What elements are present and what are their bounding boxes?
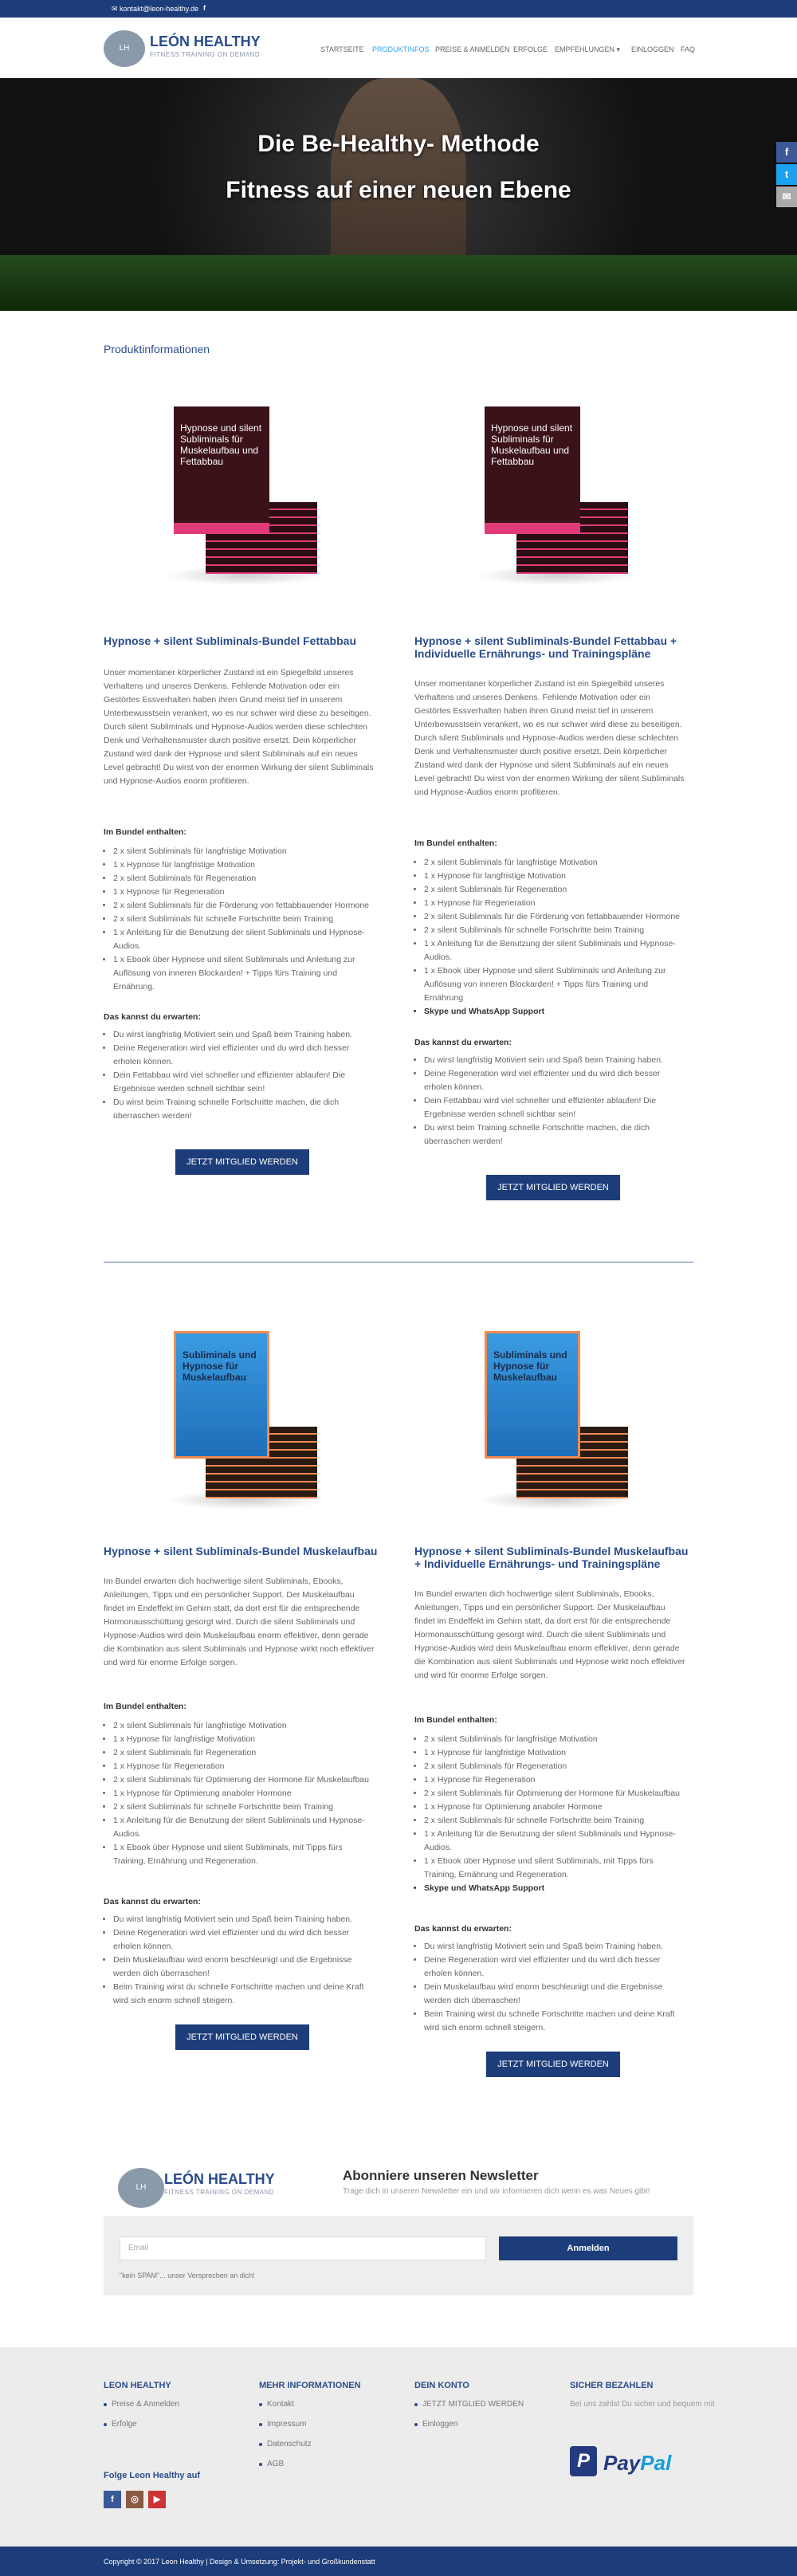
list-item: • 2 x silent Subliminals für langfristige Motivation bbox=[424, 1733, 687, 1746]
footer-col-account bbox=[414, 2381, 566, 2438]
list-item: • 2 x silent Subliminals für die Förderung von fettabbauender Hormone bbox=[424, 910, 687, 924]
bundle-heading: Im Bundel enthalten: bbox=[104, 1702, 186, 1711]
top-bar bbox=[0, 0, 797, 18]
hero-grass bbox=[0, 255, 797, 311]
site-logo[interactable] bbox=[104, 29, 263, 69]
product-book-cover bbox=[174, 406, 269, 534]
newsletter-subtitle: Trage dich in unseren Newsletter ein und wir informieren dich wenn es was Neues gibt! bbox=[343, 2187, 650, 2196]
footer-link[interactable]: Impressum bbox=[259, 2418, 410, 2431]
list-item: • 1 x Hypnose für langfristige Motivation bbox=[113, 1733, 376, 1746]
contact-email-text: kontakt@leon-healthy.de bbox=[120, 5, 199, 13]
list-item: • 2 x silent Subliminals für schnelle Fortschritte beim Training bbox=[113, 1800, 376, 1814]
product-image bbox=[104, 1299, 387, 1538]
list-item: • Beim Training wirst du schnelle Fortschritte machen und deine Kraft wird sich enorm schnell steigern. bbox=[113, 1981, 376, 2008]
footer-link[interactable]: JETZT MITGLIED WERDEN bbox=[414, 2398, 566, 2411]
facebook-icon[interactable]: f bbox=[104, 2491, 121, 2508]
list-item: • 2 x silent Subliminals für die Förderung von fettabbauender Hormone bbox=[113, 899, 376, 913]
join-button[interactable]: JETZT MITGLIED WERDEN bbox=[486, 1175, 620, 1200]
footer-link[interactable]: Preise & Anmelden bbox=[104, 2398, 255, 2411]
youtube-icon[interactable]: ▶ bbox=[148, 2491, 166, 2508]
bundle-list bbox=[113, 1719, 376, 1868]
email-input[interactable]: Email bbox=[120, 2236, 486, 2260]
footer-col-title: DEIN KONTO bbox=[414, 2381, 469, 2390]
list-item: • Skype und WhatsApp Support bbox=[424, 1005, 687, 1019]
product-book-title: Subliminals und Hypnose für Muskelaufbau bbox=[183, 1349, 257, 1383]
product-image bbox=[414, 1299, 697, 1538]
list-item: • Deine Regeneration wird viel effizienter und du wird dich besser erholen können. bbox=[424, 1954, 687, 1981]
paypal-wordmark bbox=[603, 2451, 671, 2476]
paypal-logo bbox=[570, 2446, 681, 2478]
list-item: • Beim Training wirst du schnelle Fortschritte machen und deine Kraft wird sich enorm schnell steigern. bbox=[424, 2008, 687, 2035]
paypal-pal: Pal bbox=[640, 2451, 672, 2475]
product-book-title: Subliminals und Hypnose für Muskelaufbau bbox=[493, 1349, 567, 1383]
nav-preise-anmelden[interactable]: PREISE & ANMELDEN bbox=[435, 45, 510, 53]
list-item: • 2 x silent Subliminals für schnelle Fortschritte beim Training bbox=[424, 924, 687, 937]
list-item: • 2 x silent Subliminals für langfristige Motivation bbox=[113, 1719, 376, 1733]
share-twitter-icon[interactable]: t bbox=[776, 164, 797, 185]
list-item: • 1 x Anleitung für die Benutzung der silent Subliminals und Hypnose-Audios. bbox=[113, 1814, 376, 1841]
brand-name: LEÓN HEALTHY bbox=[164, 2171, 275, 2187]
product-book-cover bbox=[485, 1331, 580, 1459]
bottom-bar bbox=[0, 2547, 797, 2576]
list-item: • 2 x silent Subliminals für Regeneration bbox=[424, 883, 687, 897]
expect-heading: Das kannst du erwarten: bbox=[104, 1012, 201, 1022]
list-item: • 1 x Anleitung für die Benutzung der silent Subliminals und Hypnose-Audios. bbox=[424, 937, 687, 964]
nav-einloggen[interactable]: EINLOGGEN bbox=[631, 45, 674, 53]
list-item: • 1 x Hypnose für Regeneration bbox=[113, 886, 376, 899]
list-item: • 1 x Hypnose für Regeneration bbox=[424, 1773, 687, 1787]
footer-link[interactable]: Kontakt bbox=[259, 2398, 410, 2411]
list-item: • Du wirst langfristig Motiviert sein und Spaß beim Training haben. bbox=[113, 1028, 376, 1042]
list-item: • Dein Fettabbau wird viel schneller und effizienter ablaufen! Die Ergebnisse werden schnell sichtbar sein! bbox=[113, 1069, 376, 1096]
product-description: Unser momentaner körperlicher Zustand ist ein Spiegelbild unseres Verhaltens und unseres Denkens. Fehlende Motivation oder ein Gestörtes Essverhalten haben ihren Grund meist tief in unserem Unterbewusstsein verankert, wo es nur schwer wird diese zu beseitigen. Durch silent Subliminals und Hypnose-Audios werden diese schlechten Denk und Verhaltensmuster durch positive ersetzt. Dein körperlicher Zustand wird dank der Hypnose und silent Subliminals auf ein neues Level gebracht! Du wirst von der enormen Wirkung der silent Subliminals und Hypnose-Audios enorm profitieren. bbox=[414, 679, 685, 797]
footer-col-title: LEON HEALTHY bbox=[104, 2381, 171, 2390]
brand-tagline: FITNESS TRAINING ON DEMAND bbox=[150, 51, 261, 58]
list-item: • Dein Fettabbau wird viel schneller und effizienter ablaufen! Die Ergebnisse werden schnell sichtbar sein! bbox=[424, 1094, 687, 1121]
nav-startseite[interactable]: STARTSEITE bbox=[320, 45, 364, 53]
expect-list bbox=[113, 1028, 376, 1123]
share-email-icon[interactable]: ✉ bbox=[776, 187, 797, 207]
expect-list bbox=[113, 1913, 376, 2008]
expect-heading: Das kannst du erwarten: bbox=[414, 1038, 512, 1047]
newsletter-section bbox=[104, 2152, 693, 2295]
product-description: Im Bundel erwarten dich hochwertige silent Subliminals, Ebooks, Anleitungen, Tipps und ein persönlicher Support. Der Muskelaufbau findet im Endeffekt im Gehirn statt, da dort erst für die entsprechende Hormonausschüttung gesorgt wird. Durch die silent Subliminals und Hypnose-Audios wird dein Muskelaufbau enorm effektiver, denn gerade die Kombination aus silent Subliminals und Hypnose wirkt noch effektiver und wird für enorme Erfolge sorgen. bbox=[414, 1589, 685, 1680]
list-item: • Dein Muskelaufbau wird enorm beschleunigt und die Ergebnisse werden dich überraschen! bbox=[424, 1981, 687, 2008]
list-item: • Du wirst langfristig Motiviert sein und Spaß beim Training haben. bbox=[424, 1054, 687, 1067]
list-item: • 1 x Anleitung für die Benutzung der silent Subliminals und Hypnose-Audios. bbox=[424, 1828, 687, 1855]
list-item: • 1 x Hypnose für langfristige Motivation bbox=[424, 1746, 687, 1760]
join-button[interactable]: JETZT MITGLIED WERDEN bbox=[175, 2024, 309, 2050]
join-button[interactable]: JETZT MITGLIED WERDEN bbox=[175, 1149, 309, 1175]
list-item: • 2 x silent Subliminals für Optimierung der Hormone für Muskelaufbau bbox=[424, 1787, 687, 1800]
list-item: • Deine Regeneration wird viel effizienter und du wird dich besser erholen können. bbox=[424, 1067, 687, 1094]
list-item: • 2 x silent Subliminals für schnelle Fortschritte beim Training bbox=[113, 913, 376, 926]
bundle-list bbox=[424, 856, 687, 1019]
list-item: • 1 x Hypnose für Regeneration bbox=[113, 1760, 376, 1773]
list-item: • 2 x silent Subliminals für Regeneration bbox=[113, 872, 376, 886]
list-item: • 1 x Ebook über Hypnose und silent Subliminals und Anleitung zur Auflösung von inneren Blockarden! + Tipps fürs Training und Ernährung. bbox=[113, 953, 376, 994]
product-title: Hypnose + silent Subliminals-Bundel Fettabbau + Individuelle Ernährungs- und Trainingspläne bbox=[414, 634, 677, 660]
footer-col-info bbox=[259, 2381, 410, 2478]
footer-link[interactable]: Erfolge bbox=[104, 2418, 255, 2431]
list-item: • Dein Muskelaufbau wird enorm beschleunigt und die Ergebnisse werden dich überraschen! bbox=[113, 1954, 376, 1981]
bundle-heading: Im Bundel enthalten: bbox=[104, 827, 186, 837]
product-image bbox=[414, 375, 697, 614]
logo-mark-icon: LH bbox=[104, 30, 145, 67]
paypal-pay: Pay bbox=[603, 2451, 641, 2475]
newsletter-title: Abonniere unseren Newsletter bbox=[343, 2168, 539, 2183]
list-item: • 1 x Hypnose für Optimierung anaboler Hormone bbox=[113, 1787, 376, 1800]
product-title: Hypnose + silent Subliminals-Bundel Muskelaufbau bbox=[104, 1545, 378, 1557]
product-book-title: Hypnose und silent Subliminals für Muskelaufbau und Fettabbau bbox=[180, 422, 262, 467]
instagram-icon[interactable]: ◎ bbox=[126, 2491, 143, 2508]
product-book-title: Hypnose und silent Subliminals für Muskelaufbau und Fettabbau bbox=[491, 422, 573, 467]
nav-empfehlungen[interactable]: EMPFEHLUNGEN ▾ bbox=[555, 45, 621, 53]
list-item: • Deine Regeneration wird viel effizienter und du wird dich besser erholen können. bbox=[113, 1042, 376, 1069]
expect-heading: Das kannst du erwarten: bbox=[104, 1897, 201, 1906]
expect-list bbox=[424, 1054, 687, 1149]
footer-col-leon-healthy bbox=[104, 2381, 255, 2438]
paypal-icon: P bbox=[570, 2446, 597, 2476]
list-item: • 1 x Ebook über Hypnose und silent Subliminals, mit Tipps fürs Training, Ernährung und Regeneration. bbox=[424, 1855, 687, 1882]
payment-text: Bei uns zahlst Du sicher und bequem mit bbox=[570, 2400, 715, 2409]
follow-heading: Folge Leon Healthy auf bbox=[104, 2471, 201, 2480]
nav-produktinfos[interactable]: PRODUKTINFOS bbox=[372, 45, 430, 53]
product-book-cover bbox=[485, 406, 580, 534]
spam-note: "kein SPAM"... unser Versprechen an dich! bbox=[120, 2272, 255, 2280]
expect-list bbox=[424, 1940, 687, 2035]
logo-mark-icon: LH bbox=[118, 2168, 164, 2208]
footer-link[interactable]: AGB bbox=[259, 2458, 410, 2471]
brand-tagline: FITNESS TRAINING ON DEMAND bbox=[164, 2189, 275, 2196]
list-item: • 1 x Hypnose für langfristige Motivation bbox=[424, 870, 687, 883]
list-item: • 1 x Ebook über Hypnose und silent Subliminals, mit Tipps fürs Training, Ernährung und Regeneration. bbox=[113, 1841, 376, 1868]
share-facebook-icon[interactable]: f bbox=[776, 142, 797, 163]
list-item: • 2 x silent Subliminals für langfristige Motivation bbox=[113, 845, 376, 858]
expect-heading: Das kannst du erwarten: bbox=[414, 1924, 512, 1934]
list-item: • Skype und WhatsApp Support bbox=[424, 1882, 687, 1895]
list-item: • 1 x Hypnose für Optimierung anaboler Hormone bbox=[424, 1800, 687, 1814]
nav-faq[interactable]: FAQ bbox=[681, 45, 696, 53]
newsletter-logo bbox=[118, 2166, 309, 2211]
list-item: • 1 x Hypnose für langfristige Motivation bbox=[113, 858, 376, 872]
list-item: • 2 x silent Subliminals für Regeneration bbox=[424, 1760, 687, 1773]
site-footer bbox=[0, 2347, 797, 2547]
footer-col-title: SICHER BEZAHLEN bbox=[570, 2381, 654, 2390]
list-item: • Du wirst langfristig Motiviert sein und Spaß beim Training haben. bbox=[113, 1913, 376, 1926]
product-image bbox=[104, 375, 387, 614]
list-item: • 1 x Hypnose für Regeneration bbox=[424, 897, 687, 910]
contact-email-link[interactable]: ✉ kontakt@leon-healthy.de bbox=[112, 5, 199, 13]
product-description: Unser momentaner körperlicher Zustand ist ein Spiegelbild unseres Verhaltens und unseres Denkens. Fehlende Motivation oder ein Gestörtes Essverhalten haben ihren Grund meist tief in unserem Unterbewusstsein verankert, wo es nur schwer wird diese zu beseitigen. Durch silent Subliminals und Hypnose-Audios werden diese schlechten Denk und Verhaltensmuster durch positive ersetzt. Dein körperlicher Zustand wird dank der Hypnose und silent Subliminals auf ein neues Level gebracht! Du wirst von der enormen Wirkung der silent Subliminals und Hypnose-Audios enorm profitieren. bbox=[104, 668, 374, 786]
hero-title-line2: Fitness auf einer neuen Ebene bbox=[226, 177, 571, 203]
footer-link[interactable]: Datenschutz bbox=[259, 2438, 410, 2451]
facebook-icon[interactable]: f bbox=[203, 4, 206, 12]
bundle-list bbox=[424, 1733, 687, 1895]
list-item: • 2 x silent Subliminals für schnelle Fortschritte beim Training bbox=[424, 1814, 687, 1828]
list-item: • 2 x silent Subliminals für langfristige Motivation bbox=[424, 856, 687, 870]
product-title: Hypnose + silent Subliminals-Bundel Muskelaufbau + Individuelle Ernährungs- und Trainingspläne bbox=[414, 1545, 689, 1570]
footer-link[interactable]: Einloggen bbox=[414, 2418, 566, 2431]
list-item: • Du wirst beim Training schnelle Fortschritte machen, die dich überraschen werden! bbox=[424, 1121, 687, 1149]
hero-title-line1: Die Be-Healthy- Methode bbox=[257, 131, 540, 157]
list-item: • 2 x silent Subliminals für Optimierung der Hormone für Muskelaufbau bbox=[113, 1773, 376, 1787]
footer-col-title: MEHR INFORMATIONEN bbox=[259, 2381, 361, 2390]
list-item: • Deine Regeneration wird viel effizienter und du wird dich besser erholen können. bbox=[113, 1926, 376, 1954]
list-item: • 2 x silent Subliminals für Regeneration bbox=[113, 1746, 376, 1760]
footer-col-payment bbox=[570, 2381, 721, 2475]
list-item: • 1 x Anleitung für die Benutzung der silent Subliminals und Hypnose-Audios. bbox=[113, 926, 376, 953]
list-item: • Du wirst langfristig Motiviert sein und Spaß beim Training haben. bbox=[424, 1940, 687, 1954]
bundle-heading: Im Bundel enthalten: bbox=[414, 1715, 497, 1725]
hero-banner bbox=[0, 78, 797, 311]
product-book-cover bbox=[174, 1331, 269, 1459]
site-header bbox=[0, 18, 797, 78]
brand-name: LEÓN HEALTHY bbox=[150, 33, 261, 49]
section-title: Produktinformationen bbox=[104, 343, 210, 355]
newsletter-form bbox=[104, 2216, 693, 2295]
bundle-list bbox=[113, 845, 376, 994]
subscribe-button[interactable]: Anmelden bbox=[499, 2236, 677, 2260]
list-item: • 1 x Ebook über Hypnose und silent Subliminals und Anleitung zur Auflösung von inneren Blockarden! + Tipps fürs Training und Ernährung bbox=[424, 964, 687, 1005]
bundle-heading: Im Bundel enthalten: bbox=[414, 838, 497, 848]
product-title: Hypnose + silent Subliminals-Bundel Fettabbau bbox=[104, 634, 356, 647]
nav-erfolge[interactable]: ERFOLGE bbox=[513, 45, 548, 53]
copyright-text: Copyright © 2017 Leon Healthy | Design & Umsetzung: Projekt- und Großkundenstatt bbox=[104, 2558, 375, 2566]
join-button[interactable]: JETZT MITGLIED WERDEN bbox=[486, 2052, 620, 2077]
product-description: Im Bundel erwarten dich hochwertige silent Subliminals, Ebooks, Anleitungen, Tipps und ein persönlicher Support. Der Muskelaufbau findet im Endeffekt im Gehirn statt, da dort erst für die entsprechende Hormonausschüttung gesorgt wird. Durch die silent Subliminals und Hypnose-Audios wird dein Muskelaufbau enorm effektiver, denn gerade die Kombination aus silent Subliminals und Hypnose wirkt noch effektiver und wird für enorme Erfolge sorgen. bbox=[104, 1577, 375, 1667]
list-item: • Du wirst beim Training schnelle Fortschritte machen, die dich überraschen werden! bbox=[113, 1096, 376, 1123]
